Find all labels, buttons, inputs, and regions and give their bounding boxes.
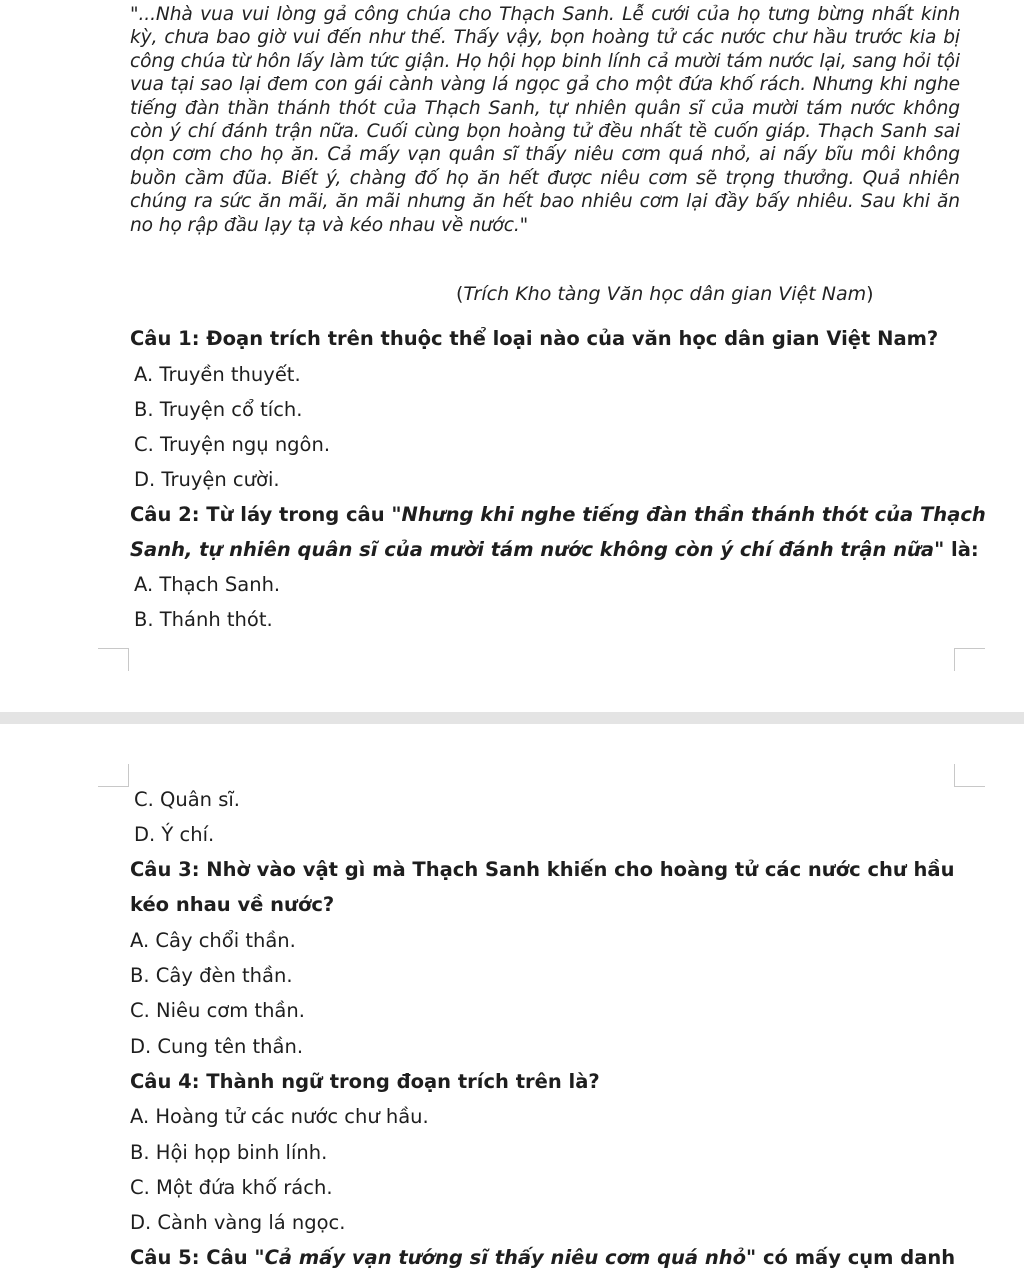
q2-suffix: " là:: [934, 538, 979, 561]
q2-option-b: B. Thánh thót.: [134, 608, 273, 631]
q2-option-a: A. Thạch Sanh.: [134, 573, 281, 596]
q5-suffix: " có mấy cụm danh: [746, 1246, 956, 1269]
q3-option-d: D. Cung tên thần.: [130, 1035, 304, 1058]
q3-option-c: C. Niêu cơm thần.: [130, 999, 305, 1022]
page-corner-mark: [954, 764, 985, 787]
question-2-line-1: [130, 502, 986, 528]
q2-prefix: Câu 2: Từ láy trong câu ": [130, 503, 402, 526]
page-corner-mark: [98, 764, 129, 787]
q4-option-d: D. Cành vàng lá ngọc.: [130, 1211, 346, 1234]
story-passage: "...Nhà vua vui lòng gả công chúa cho Thạch Sanh. Lễ cưới của họ tưng bừng nhất kinh kỳ, chưa bao giờ vui đến như thế. Thấy vậy, bọn hoàng tử các nước chư hầu trước kia bị công chúa từ hôn lấy làm tức giận. Họ hội họp binh lính cả mười tám nước lại, sang hỏi tội vua tại sao lại đem con gái cành vàng lá ngọc gả cho một đứa khố rách. Nhưng khi nghe tiếng đàn thần thánh thót của Thạch Sanh, tự nhiên quân sĩ của mười tám nước không còn ý chí đánh trận nữa. Cuối cùng bọn hoàng tử đều nhất tề cuốn giáp. Thạch Sanh sai dọn cơm cho họ ăn. Cả mấy vạn quân sĩ thấy niêu cơm quá nhỏ, ai nấy bĩu môi không buồn cầm đũa. Biết ý, chàng đố họ ăn hết được niêu cơm sẽ trọng thưởng. Quả nhiên chúng ra sức ăn mãi, ăn mãi nhưng ăn hết bao nhiêu cơm lại đầy bấy nhiêu. Sau khi ăn no họ rập đầu lạy tạ và kéo nhau về nước.": [130, 4, 960, 236]
q4-option-a: A. Hoàng tử các nước chư hầu.: [130, 1105, 429, 1128]
q2-option-d: D. Ý chí.: [134, 823, 215, 846]
q5-quote: Cả mấy vạn tướng sĩ thấy niêu cơm quá nhỏ: [264, 1246, 747, 1269]
page-corner-mark: [98, 648, 129, 671]
q3-option-a: A. Cây chổi thần.: [130, 929, 296, 952]
citation-open: (: [456, 283, 464, 305]
q2-quote-part-2: Sanh, tự nhiên quân sĩ của mười tám nước không còn ý chí đánh trận nữa: [130, 538, 935, 561]
page-corner-mark: [954, 648, 985, 671]
question-4-text: Câu 4: Thành ngữ trong đoạn trích trên là?: [130, 1070, 600, 1093]
question-1-text: Câu 1: Đoạn trích trên thuộc thể loại nào của văn học dân gian Việt Nam?: [130, 327, 939, 350]
citation-close: ): [866, 283, 874, 305]
citation-title: Kho tàng Văn học dân gian Việt Nam: [515, 283, 867, 305]
q2-option-c: C. Quân sĩ.: [134, 788, 241, 811]
q1-option-c: C. Truyện ngụ ngôn.: [134, 433, 331, 456]
q4-option-c: C. Một đứa khố rách.: [130, 1176, 333, 1199]
question-3-line-1: Câu 3: Nhờ vào vật gì mà Thạch Sanh khiến cho hoàng tử các nước chư hầu: [130, 858, 955, 881]
citation-label: Trích: [463, 283, 510, 305]
q4-option-b: B. Hội họp binh lính.: [130, 1141, 328, 1164]
q1-option-b: B. Truyện cổ tích.: [134, 398, 303, 421]
q1-option-d: D. Truyện cười.: [134, 468, 280, 491]
page-separator: [0, 712, 1024, 724]
question-2-line-2: [130, 537, 979, 563]
question-3-line-2: kéo nhau về nước?: [130, 893, 335, 916]
question-5-text: [130, 1245, 955, 1271]
q1-option-a: A. Truyền thuyết.: [134, 363, 301, 386]
q3-option-b: B. Cây đèn thần.: [130, 964, 293, 987]
source-citation: [456, 282, 874, 306]
q5-prefix: Câu 5: Câu ": [130, 1246, 265, 1269]
q2-quote-part-1: Nhưng khi nghe tiếng đàn thần thánh thót của Thạch: [401, 503, 986, 526]
